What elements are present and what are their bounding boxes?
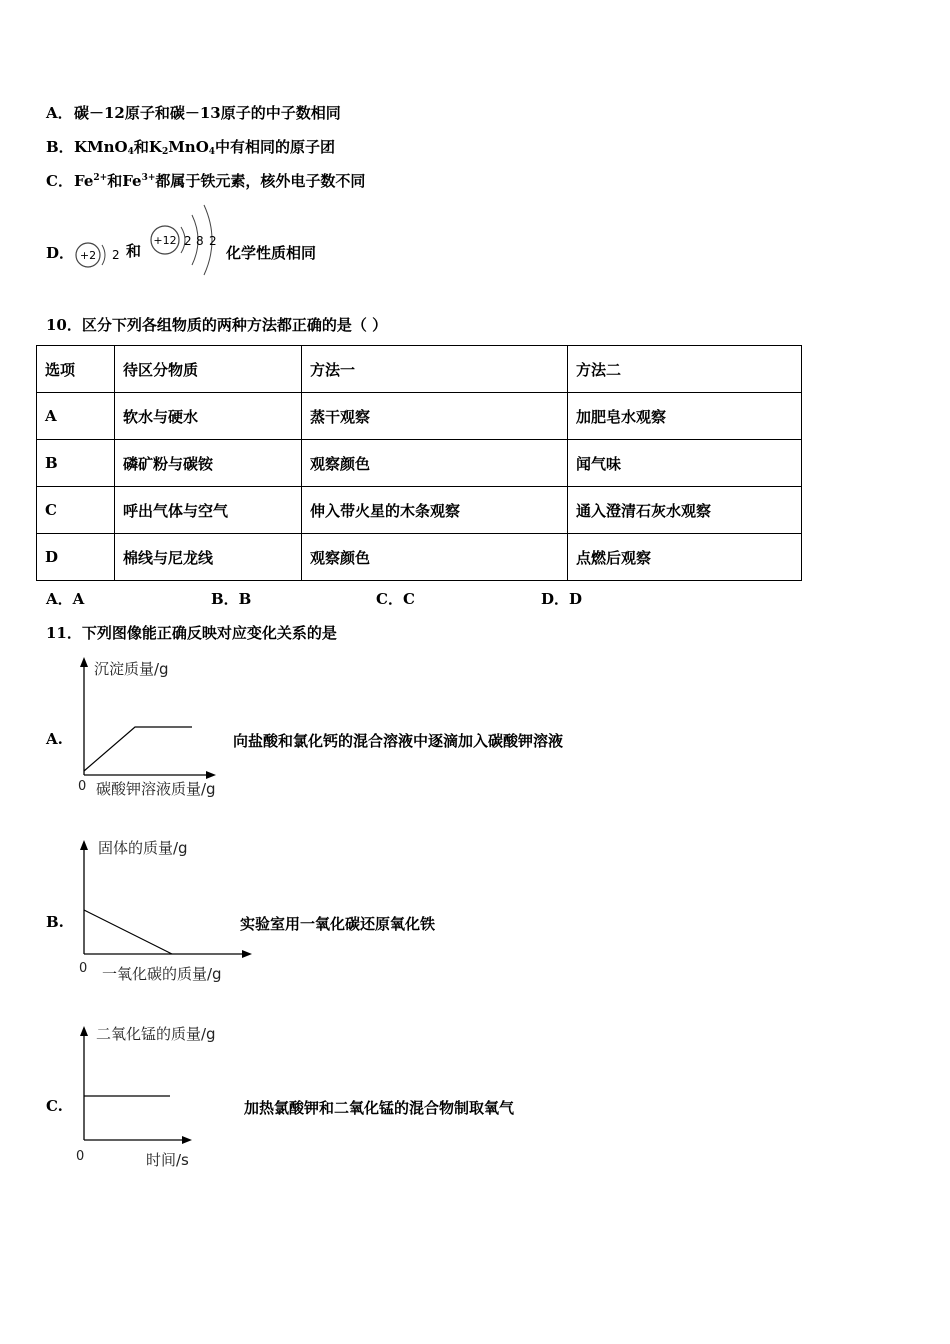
table-cell: B — [37, 440, 115, 487]
choice-b[interactable]: B．B — [211, 590, 252, 608]
ion-fe: 和Fe — [107, 172, 142, 190]
header-cell: 选项 — [37, 346, 115, 393]
x-axis-label: 一氧化碳的质量/g — [102, 965, 222, 983]
text-and-k: 和K — [133, 138, 162, 156]
option-text: 中有相同的原子团 — [215, 138, 336, 156]
graph-b-label: B. — [46, 913, 64, 931]
table-row — [37, 440, 802, 487]
subscript: 2 — [161, 147, 169, 157]
table-cell: D — [37, 534, 115, 581]
table-cell: 软水与硬水 — [115, 393, 302, 440]
electron-count: 2 — [184, 234, 192, 248]
x-axis-arrow — [242, 950, 252, 958]
table-cell: 加肥皂水观察 — [568, 393, 802, 440]
formula-kmno4: KMnO — [74, 138, 128, 156]
subscript: 4 — [127, 147, 134, 157]
table-cell: 磷矿粉与碳铵 — [115, 440, 302, 487]
table-cell: C — [37, 487, 115, 534]
table-header-row — [37, 346, 802, 393]
x-axis-arrow — [182, 1136, 192, 1144]
superscript: 2+ — [93, 173, 108, 183]
table-cell: 观察颜色 — [302, 440, 568, 487]
question-11-title: 11．下列图像能正确反映对应变化关系的是 — [46, 624, 337, 642]
superscript: 3+ — [141, 173, 156, 183]
nucleus-charge: +12 — [153, 234, 177, 247]
graph-a-label: A. — [46, 730, 63, 748]
origin-label: 0 — [79, 961, 88, 976]
origin-label: 0 — [76, 1149, 85, 1164]
atom-diagrams — [70, 200, 230, 280]
graph-b — [60, 836, 260, 991]
atom-diagram-mg — [151, 205, 217, 275]
option-c — [46, 170, 365, 191]
table-cell: 通入澄清石灰水观察 — [568, 487, 802, 534]
table-row — [37, 534, 802, 581]
y-axis-arrow — [80, 657, 88, 667]
choice-d[interactable]: D．D — [541, 590, 583, 608]
table-cell: 观察颜色 — [302, 534, 568, 581]
question-10-title: 10．区分下列各组物质的两种方法都正确的是（ ） — [46, 316, 388, 334]
choice-c[interactable]: C．C — [376, 590, 415, 608]
y-axis-label: 二氧化锰的质量/g — [96, 1025, 216, 1043]
graph-c-label: C. — [46, 1097, 63, 1115]
electron-shell-arc — [102, 245, 105, 265]
header-cell: 方法二 — [568, 346, 802, 393]
option-text: 碳－12原子和碳－13原子的中子数相同 — [74, 104, 341, 122]
table-cell: 棉线与尼龙线 — [115, 534, 302, 581]
subscript: 4 — [208, 147, 216, 157]
electron-count: 2 — [209, 234, 217, 248]
nucleus-charge: +2 — [79, 249, 97, 262]
table-cell: A — [37, 393, 115, 440]
option-label: B． — [46, 138, 74, 156]
table-cell: 点燃后观察 — [568, 534, 802, 581]
y-axis-arrow — [80, 840, 88, 850]
option-d-label: D． — [46, 244, 75, 262]
option-label: A． — [46, 104, 73, 122]
question-10-table — [36, 345, 802, 581]
x-axis-label: 碳酸钾溶液质量/g — [96, 780, 216, 798]
graph-c-description: 加热氯酸钾和二氧化锰的混合物制取氧气 — [244, 1099, 515, 1117]
graph-a — [60, 655, 260, 805]
y-axis-arrow — [80, 1026, 88, 1036]
table-row — [37, 393, 802, 440]
option-b — [46, 136, 335, 157]
conjunction: 和 — [126, 242, 142, 260]
table-cell: 呼出气体与空气 — [115, 487, 302, 534]
table-cell: 蒸干观察 — [302, 393, 568, 440]
data-curve — [84, 727, 192, 771]
table-cell: 伸入带火星的木条观察 — [302, 487, 568, 534]
formula-mno: MnO — [168, 138, 209, 156]
option-label: C． — [46, 172, 73, 190]
header-cell: 待区分物质 — [115, 346, 302, 393]
choice-a[interactable]: A．A — [46, 590, 85, 608]
atom-diagram-he — [76, 243, 120, 267]
header-cell: 方法一 — [302, 346, 568, 393]
ion-fe: Fe — [74, 172, 94, 190]
option-text: 都属于铁元素，核外电子数不同 — [155, 172, 366, 190]
electron-count: 2 — [112, 248, 120, 262]
table-row — [37, 487, 802, 534]
graph-a-description: 向盐酸和氯化钙的混合溶液中逐滴加入碳酸钾溶液 — [233, 732, 564, 750]
x-axis-label: 时间/s — [146, 1151, 189, 1169]
y-axis-label: 沉淀质量/g — [94, 660, 169, 678]
option-d-text: 化学性质相同 — [226, 244, 317, 262]
graph-b-description: 实验室用一氧化碳还原氧化铁 — [240, 915, 436, 933]
data-curve — [84, 910, 172, 954]
electron-count: 8 — [196, 234, 204, 248]
table-cell: 闻气味 — [568, 440, 802, 487]
option-a — [46, 102, 341, 123]
y-axis-label: 固体的质量/g — [98, 839, 188, 857]
origin-label: 0 — [78, 779, 87, 794]
graph-c — [60, 1022, 260, 1172]
